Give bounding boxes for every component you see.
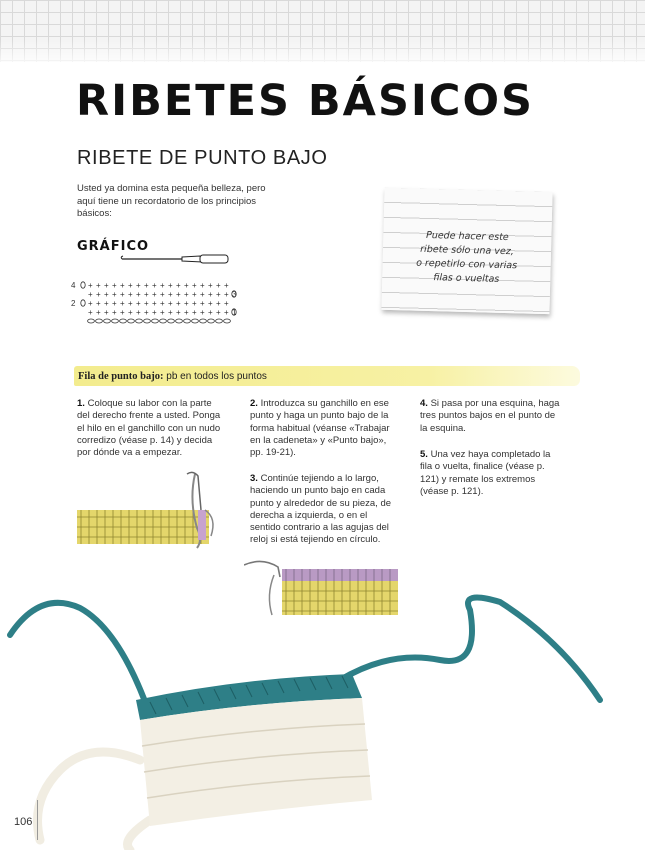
chart-foundation-chain bbox=[152, 319, 159, 323]
page-number: 106 bbox=[14, 816, 33, 828]
chart-stitch-symbol: + bbox=[112, 290, 117, 299]
chart-stitch-symbol: + bbox=[88, 299, 93, 308]
chart-stitch-symbol: + bbox=[128, 281, 133, 290]
chart-stitch-symbol: + bbox=[120, 290, 125, 299]
step-5 bbox=[420, 449, 565, 498]
chart-stitch-marks bbox=[81, 281, 236, 323]
chart-stitch-symbol: + bbox=[128, 308, 133, 317]
chart-stitch-symbol: + bbox=[88, 281, 93, 290]
chart-chain-symbol bbox=[81, 300, 85, 306]
chart-foundation-chain bbox=[160, 319, 167, 323]
chart-stitch-symbol: + bbox=[160, 299, 165, 308]
chart-stitch-symbol: + bbox=[176, 281, 181, 290]
chart-stitch-symbol: + bbox=[224, 308, 229, 317]
chart-stitch-symbol: + bbox=[112, 299, 117, 308]
chart-stitch-symbol: + bbox=[104, 290, 109, 299]
chart-stitch-symbol: + bbox=[152, 299, 157, 308]
chart-stitch-symbol: + bbox=[200, 299, 205, 308]
tip-note-card bbox=[381, 188, 552, 314]
chart-chain-symbol bbox=[81, 282, 85, 288]
crochet-sample-photo bbox=[0, 590, 645, 850]
chart-stitch-symbol: + bbox=[160, 308, 165, 317]
chart-stitch-symbol: + bbox=[192, 290, 197, 299]
chart-stitch-symbol: + bbox=[216, 281, 221, 290]
step-5-text: Una vez haya completado la fila o vuelta, finalice (véase p. 121) y remate los extremos (véase p. 121). bbox=[420, 449, 551, 497]
chart-stitch-symbol: + bbox=[128, 290, 133, 299]
chart-stitch-symbol: + bbox=[200, 281, 205, 290]
chart-stitch-symbol: + bbox=[200, 290, 205, 299]
chart-foundation-chain bbox=[168, 319, 175, 323]
chart-stitch-symbol: + bbox=[96, 290, 101, 299]
chart-stitch-symbol: + bbox=[144, 281, 149, 290]
chart-foundation-chain bbox=[216, 319, 223, 323]
chart-stitch-symbol: + bbox=[144, 290, 149, 299]
graph-paper-fade bbox=[0, 40, 645, 70]
row-label-2: 2 bbox=[71, 299, 76, 308]
chart-foundation-chain bbox=[104, 319, 111, 323]
chart-foundation-chain bbox=[144, 319, 151, 323]
chart-stitch-symbol: + bbox=[192, 299, 197, 308]
step-2 bbox=[250, 398, 395, 459]
chart-stitch-symbol: + bbox=[160, 281, 165, 290]
step-1-num: 1. bbox=[77, 398, 85, 409]
chart-stitch-symbol: + bbox=[192, 308, 197, 317]
chart-stitch-symbol: + bbox=[200, 308, 205, 317]
row-instruction bbox=[78, 371, 267, 382]
chart-stitch-symbol: + bbox=[160, 290, 165, 299]
chart-stitch-symbol: + bbox=[152, 290, 157, 299]
chart-stitch-symbol: + bbox=[168, 290, 173, 299]
tip-line-3: o repetirlo con varias bbox=[415, 257, 518, 272]
stitch-chart bbox=[70, 276, 250, 326]
chart-stitch-symbol: + bbox=[144, 308, 149, 317]
chart-stitch-symbol: + bbox=[120, 299, 125, 308]
chart-stitch-symbol: + bbox=[224, 281, 229, 290]
page-number-rule bbox=[37, 800, 38, 840]
tip-line-1: Puede hacer este bbox=[425, 229, 509, 244]
step-1-text: Coloque su labor con la parte del derecho frente a usted. Ponga el hilo en el ganchillo con un nudo corredizo (véase p. 14) y decida por dónde va a empezar. bbox=[77, 398, 221, 459]
chart-stitch-symbol: + bbox=[176, 308, 181, 317]
chart-stitch-symbol: + bbox=[224, 299, 229, 308]
step-2-text: Introduzca su ganchillo en ese punto y haga un punto bajo de la forma habitual (véanse «Trabajar en la cadeneta» y «Punto bajo», pp. 19-21). bbox=[250, 398, 390, 459]
chart-stitch-symbol: + bbox=[88, 290, 93, 299]
chart-stitch-symbol: + bbox=[224, 290, 229, 299]
chart-stitch-symbol: + bbox=[184, 308, 189, 317]
chart-stitch-symbol: + bbox=[136, 308, 141, 317]
row-instruction-label: Fila de punto bajo: bbox=[78, 371, 164, 382]
chart-stitch-symbol: + bbox=[104, 308, 109, 317]
crochet-hook-icon bbox=[120, 253, 232, 265]
chart-foundation-chain bbox=[192, 319, 199, 323]
chart-stitch-symbol: + bbox=[176, 290, 181, 299]
row-label-3: 3 bbox=[232, 290, 237, 299]
chart-foundation-chain bbox=[120, 319, 127, 323]
chart-stitch-symbol: + bbox=[216, 299, 221, 308]
chart-stitch-symbol: + bbox=[136, 299, 141, 308]
chart-foundation-chain bbox=[128, 319, 135, 323]
chart-foundation-chain bbox=[112, 319, 119, 323]
chart-stitch-symbol: + bbox=[104, 281, 109, 290]
tip-line-4: filas o vueltas bbox=[433, 272, 500, 285]
chart-stitch-symbol: + bbox=[88, 308, 93, 317]
row-instruction-text: pb en todos los puntos bbox=[163, 371, 267, 382]
chart-foundation-chain bbox=[208, 319, 215, 323]
chart-foundation-chain bbox=[200, 319, 207, 323]
chart-stitch-symbol: + bbox=[96, 299, 101, 308]
row-label-1: 1 bbox=[232, 308, 237, 317]
chart-stitch-symbol: + bbox=[136, 290, 141, 299]
chart-stitch-symbol: + bbox=[128, 299, 133, 308]
step-2-num: 2. bbox=[250, 398, 258, 409]
chart-foundation-chain bbox=[184, 319, 191, 323]
page-title: RIBETES BÁSICOS bbox=[76, 76, 535, 126]
chart-stitch-symbol: + bbox=[168, 299, 173, 308]
chart-stitch-symbol: + bbox=[168, 308, 173, 317]
section-subtitle: RIBETE DE PUNTO BAJO bbox=[77, 147, 328, 169]
chart-stitch-symbol: + bbox=[208, 308, 213, 317]
chart-stitch-symbol: + bbox=[96, 308, 101, 317]
step-4-text: Si pasa por una esquina, haga tres puntos bajos en el punto de la esquina. bbox=[420, 398, 560, 434]
swatch-illustration-1 bbox=[77, 470, 227, 550]
chart-stitch-symbol: + bbox=[216, 308, 221, 317]
chart-stitch-symbol: + bbox=[104, 299, 109, 308]
chart-heading: GRÁFICO bbox=[77, 239, 150, 254]
intro-text: Usted ya domina esta pequeña belleza, pero aquí tiene un recordatorio de los principios básicos: bbox=[77, 183, 266, 219]
chart-stitch-symbol: + bbox=[208, 290, 213, 299]
chart-stitch-symbol: + bbox=[216, 290, 221, 299]
chart-foundation-chain bbox=[136, 319, 143, 323]
chart-stitch-symbol: + bbox=[184, 290, 189, 299]
chart-stitch-symbol: + bbox=[120, 308, 125, 317]
chart-stitch-symbol: + bbox=[112, 281, 117, 290]
chart-stitch-symbol: + bbox=[192, 281, 197, 290]
chart-stitch-symbol: + bbox=[184, 281, 189, 290]
step-3-num: 3. bbox=[250, 473, 258, 484]
chart-foundation-chain bbox=[96, 319, 103, 323]
step-3-text: Continúe tejiendo a lo largo, haciendo un punto bajo en cada punto y alrededor de su pieza, de derecha a izquierda, o en el sentido contrario a las agujas del reloj si está tejiendo en círculo. bbox=[250, 473, 392, 546]
chart-stitch-symbol: + bbox=[208, 281, 213, 290]
chart-stitch-symbol: + bbox=[120, 281, 125, 290]
tip-line-2: ribete sólo una vez, bbox=[420, 243, 514, 258]
step-4-num: 4. bbox=[420, 398, 428, 409]
chart-stitch-symbol: + bbox=[136, 281, 141, 290]
chart-stitch-symbol: + bbox=[184, 299, 189, 308]
chart-stitch-symbol: + bbox=[144, 299, 149, 308]
chart-foundation-chain bbox=[176, 319, 183, 323]
chart-stitch-symbol: + bbox=[96, 281, 101, 290]
chart-foundation-chain bbox=[88, 319, 95, 323]
step-5-num: 5. bbox=[420, 449, 428, 460]
chart-stitch-symbol: + bbox=[112, 308, 117, 317]
chart-stitch-symbol: + bbox=[176, 299, 181, 308]
step-4 bbox=[420, 398, 565, 435]
step-3 bbox=[250, 473, 398, 547]
step-1 bbox=[77, 398, 222, 459]
tip-note-text bbox=[402, 228, 531, 287]
chart-stitch-symbol: + bbox=[152, 308, 157, 317]
chart-stitch-symbol: + bbox=[168, 281, 173, 290]
chart-stitch-symbol: + bbox=[152, 281, 157, 290]
chart-stitch-symbol: + bbox=[208, 299, 213, 308]
row-label-4: 4 bbox=[71, 281, 76, 290]
chart-foundation-chain bbox=[224, 319, 231, 323]
